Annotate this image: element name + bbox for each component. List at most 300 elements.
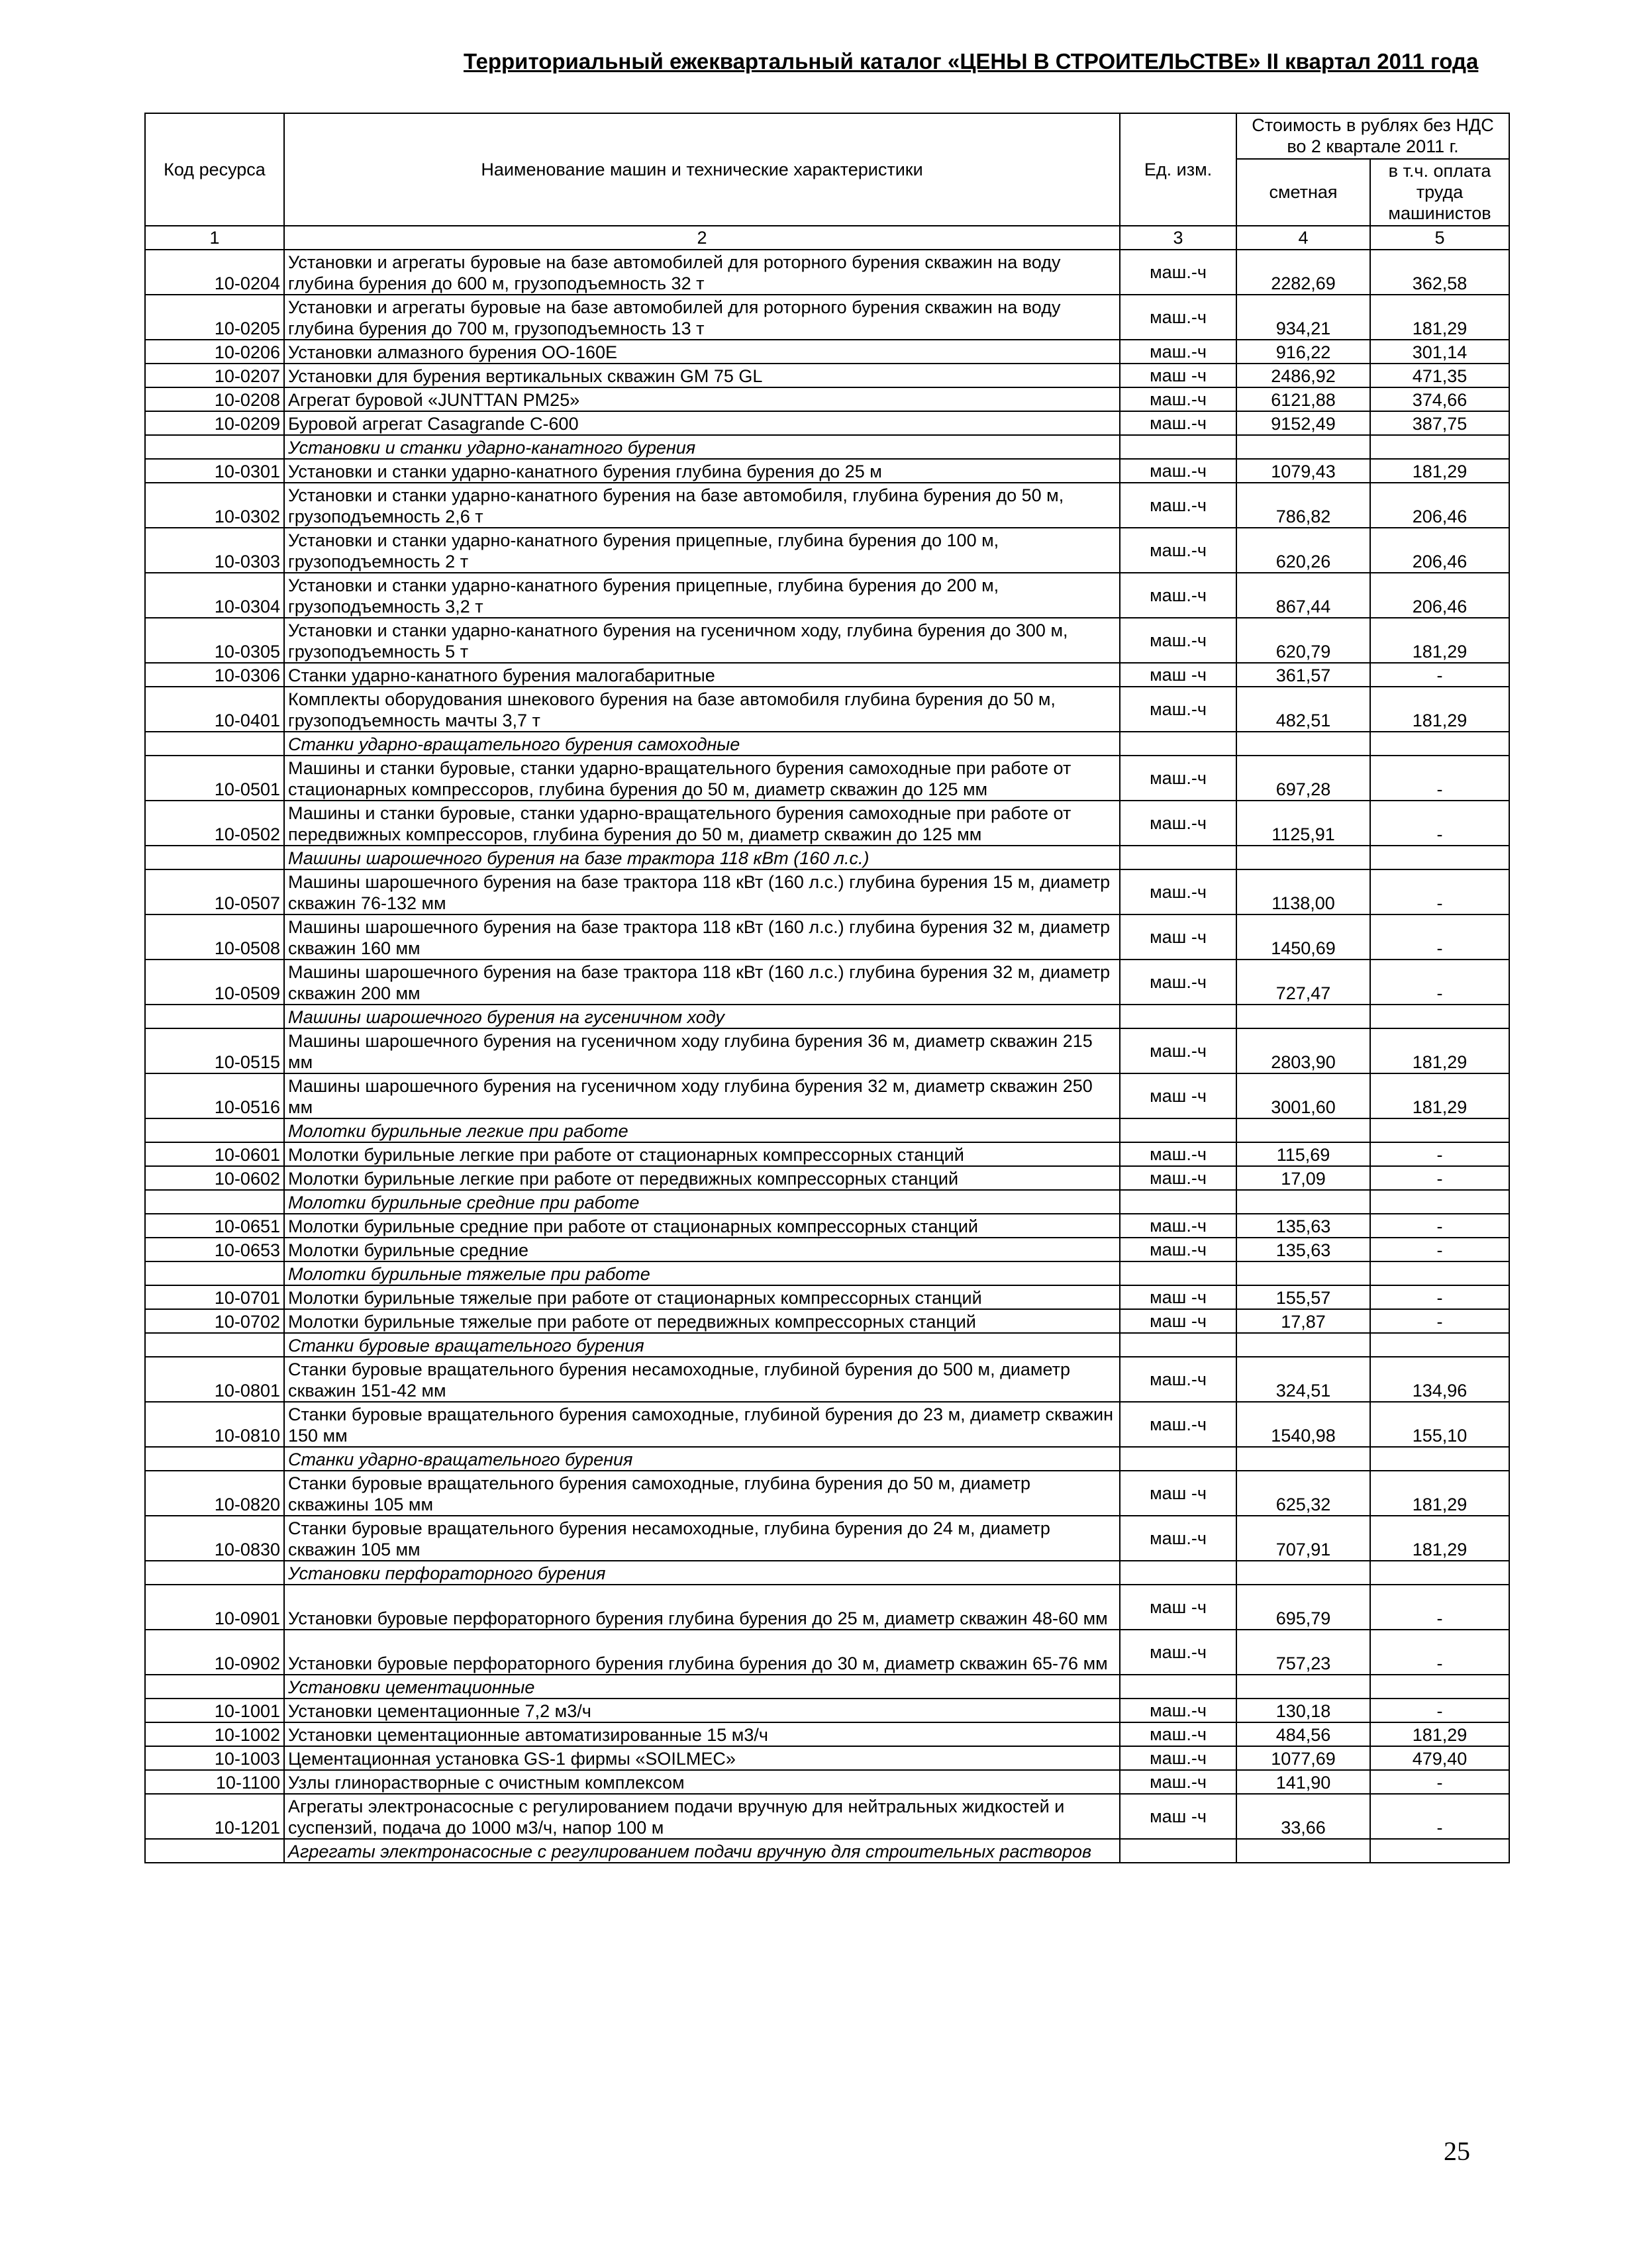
unit-of-measure: маш.-ч (1120, 528, 1236, 573)
labor-cell (1370, 1561, 1509, 1585)
code-cell (145, 846, 284, 869)
resource-code: 10-0508 (145, 914, 284, 960)
unit-of-measure: маш -ч (1120, 1285, 1236, 1309)
resource-code: 10-0515 (145, 1028, 284, 1073)
labor-cell (1370, 846, 1509, 869)
table-row (145, 663, 1509, 687)
estimated-cost: 130,18 (1236, 1699, 1370, 1722)
estimated-cost: 916,22 (1236, 340, 1370, 364)
operator-labor-cost: 374,66 (1370, 387, 1509, 411)
unit-of-measure: маш.-ч (1120, 618, 1236, 663)
labor-cell (1370, 1333, 1509, 1357)
section-title: Агрегаты электронасосные с регулированием подачи вручную для строительных растворов (284, 1839, 1120, 1863)
header-code: Код ресурса (145, 113, 284, 226)
unit-of-measure: маш.-ч (1120, 756, 1236, 801)
resource-code: 10-0653 (145, 1238, 284, 1261)
estimated-cost: 482,51 (1236, 687, 1370, 732)
operator-labor-cost: - (1370, 1166, 1509, 1190)
estimated-cost: 620,26 (1236, 528, 1370, 573)
resource-code: 10-0208 (145, 387, 284, 411)
estimated-cost: 17,87 (1236, 1309, 1370, 1333)
table-row (145, 1214, 1509, 1238)
section-title: Станки ударно-вращательного бурения самоходные (284, 732, 1120, 756)
machine-name: Станки буровые вращательного бурения несамоходные, глубиной бурения до 500 м, диаметр скважин 151-42 мм (284, 1357, 1120, 1402)
unit-of-measure: маш.-ч (1120, 1028, 1236, 1073)
table-row (145, 295, 1509, 340)
resource-code: 10-0701 (145, 1285, 284, 1309)
unit-of-measure: маш.-ч (1120, 1402, 1236, 1447)
code-cell (145, 1839, 284, 1863)
unit-cell (1120, 1447, 1236, 1471)
operator-labor-cost: 471,35 (1370, 364, 1509, 387)
resource-code: 10-0303 (145, 528, 284, 573)
estimated-cost: 361,57 (1236, 663, 1370, 687)
header-labor: в т.ч. оплата труда машинистов (1370, 159, 1509, 226)
cost-cell (1236, 1675, 1370, 1699)
estimated-cost: 695,79 (1236, 1585, 1370, 1630)
table-row (145, 1471, 1509, 1516)
machine-name: Молотки бурильные тяжелые при работе от стационарных компрессорных станций (284, 1285, 1120, 1309)
operator-labor-cost: - (1370, 1309, 1509, 1333)
machine-name: Установки и станки ударно-канатного бурения глубина бурения до 25 м (284, 459, 1120, 483)
estimated-cost: 2486,92 (1236, 364, 1370, 387)
table-row (145, 1073, 1509, 1118)
table-row (145, 618, 1509, 663)
unit-of-measure: маш.-ч (1120, 250, 1236, 295)
labor-cell (1370, 1190, 1509, 1214)
operator-labor-cost: - (1370, 1142, 1509, 1166)
estimated-cost: 786,82 (1236, 483, 1370, 528)
resource-code: 10-0305 (145, 618, 284, 663)
machine-name: Станки ударно-канатного бурения малогабаритные (284, 663, 1120, 687)
machine-name: Установки и агрегаты буровые на базе автомобилей для роторного бурения скважин на воду глубина бурения до 700 м, грузоподъемность 13 т (284, 295, 1120, 340)
resource-code: 10-0902 (145, 1630, 284, 1675)
unit-of-measure: маш -ч (1120, 914, 1236, 960)
header-estimate: сметная (1236, 159, 1370, 226)
estimated-cost: 727,47 (1236, 960, 1370, 1005)
estimated-cost: 115,69 (1236, 1142, 1370, 1166)
operator-labor-cost: 155,10 (1370, 1402, 1509, 1447)
estimated-cost: 3001,60 (1236, 1073, 1370, 1118)
operator-labor-cost: 181,29 (1370, 687, 1509, 732)
table-row (145, 1746, 1509, 1770)
column-number: 4 (1236, 226, 1370, 250)
resource-code: 10-0306 (145, 663, 284, 687)
unit-cell (1120, 1118, 1236, 1142)
code-cell (145, 1333, 284, 1357)
estimated-cost: 2282,69 (1236, 250, 1370, 295)
resource-code: 10-0507 (145, 869, 284, 914)
estimated-cost: 757,23 (1236, 1630, 1370, 1675)
code-cell (145, 1447, 284, 1471)
machine-name: Машины шарошечного бурения на гусеничном ходу глубина бурения 36 м, диаметр скважин 215 мм (284, 1028, 1120, 1073)
resource-code: 10-0502 (145, 801, 284, 846)
machine-name: Установки и станки ударно-канатного бурения прицепные, глубина бурения до 200 м, грузоподъемность 3,2 т (284, 573, 1120, 618)
operator-labor-cost: 181,29 (1370, 459, 1509, 483)
operator-labor-cost: 181,29 (1370, 1722, 1509, 1746)
code-cell (145, 1190, 284, 1214)
estimated-cost: 17,09 (1236, 1166, 1370, 1190)
unit-cell (1120, 1561, 1236, 1585)
operator-labor-cost: - (1370, 1770, 1509, 1794)
operator-labor-cost: 181,29 (1370, 1516, 1509, 1561)
section-title: Установки и станки ударно-канатного бурения (284, 435, 1120, 459)
labor-cell (1370, 435, 1509, 459)
labor-cell (1370, 1005, 1509, 1028)
machine-name: Установки буровые перфораторного бурения глубина бурения до 30 м, диаметр скважин 65-76 мм (284, 1630, 1120, 1675)
unit-of-measure: маш.-ч (1120, 573, 1236, 618)
machine-name: Машины и станки буровые, станки ударно-вращательного бурения самоходные при работе от передвижных компрессоров, глубина бурения до 50 м, диаметр скважин до 125 мм (284, 801, 1120, 846)
labor-cell (1370, 1118, 1509, 1142)
unit-of-measure: маш.-ч (1120, 459, 1236, 483)
section-title: Молотки бурильные легкие при работе (284, 1118, 1120, 1142)
estimated-cost: 625,32 (1236, 1471, 1370, 1516)
unit-of-measure: маш.-ч (1120, 801, 1236, 846)
unit-of-measure: маш.-ч (1120, 869, 1236, 914)
unit-of-measure: маш.-ч (1120, 1630, 1236, 1675)
resource-code: 10-1003 (145, 1746, 284, 1770)
column-numbers-row (145, 226, 1509, 250)
machine-name: Молотки бурильные средние при работе от стационарных компрессорных станций (284, 1214, 1120, 1238)
labor-cell (1370, 1261, 1509, 1285)
estimated-cost: 934,21 (1236, 295, 1370, 340)
estimated-cost: 707,91 (1236, 1516, 1370, 1561)
operator-labor-cost: - (1370, 1214, 1509, 1238)
unit-of-measure: маш.-ч (1120, 295, 1236, 340)
estimated-cost: 697,28 (1236, 756, 1370, 801)
resource-code: 10-0810 (145, 1402, 284, 1447)
cost-cell (1236, 1118, 1370, 1142)
operator-labor-cost: 479,40 (1370, 1746, 1509, 1770)
cost-cell (1236, 846, 1370, 869)
section-row (145, 1261, 1509, 1285)
unit-cell (1120, 1839, 1236, 1863)
resource-code: 10-0601 (145, 1142, 284, 1166)
table-row (145, 1585, 1509, 1630)
machine-name: Станки буровые вращательного бурения самоходные, глубиной бурения до 23 м, диаметр скважин 150 мм (284, 1402, 1120, 1447)
estimated-cost: 1540,98 (1236, 1402, 1370, 1447)
machine-name: Агрегат буровой «JUNTTAN PM25» (284, 387, 1120, 411)
unit-of-measure: маш.-ч (1120, 687, 1236, 732)
resource-code: 10-0702 (145, 1309, 284, 1333)
operator-labor-cost: 181,29 (1370, 1471, 1509, 1516)
estimated-cost: 2803,90 (1236, 1028, 1370, 1073)
operator-labor-cost: 206,46 (1370, 483, 1509, 528)
section-row (145, 1447, 1509, 1471)
operator-labor-cost: 181,29 (1370, 618, 1509, 663)
section-title: Машины шарошечного бурения на базе трактора 118 кВт (160 л.с.) (284, 846, 1120, 869)
machine-name: Машины шарошечного бурения на базе трактора 118 кВт (160 л.с.) глубина бурения 32 м, диаметр скважин 200 мм (284, 960, 1120, 1005)
machine-name: Машины шарошечного бурения на базе трактора 118 кВт (160 л.с.) глубина бурения 32 м, диаметр скважин 160 мм (284, 914, 1120, 960)
table-row (145, 1699, 1509, 1722)
operator-labor-cost: 387,75 (1370, 411, 1509, 435)
operator-labor-cost: - (1370, 756, 1509, 801)
section-row (145, 1190, 1509, 1214)
machine-name: Установки для бурения вертикальных скважин GM 75 GL (284, 364, 1120, 387)
section-row (145, 732, 1509, 756)
cost-cell (1236, 435, 1370, 459)
resource-code: 10-0304 (145, 573, 284, 618)
code-cell (145, 1675, 284, 1699)
machine-name: Установки и станки ударно-канатного бурения прицепные, глубина бурения до 100 м, грузоподъемность 2 т (284, 528, 1120, 573)
price-table (144, 113, 1510, 1863)
machine-name: Агрегаты электронасосные с регулированием подачи вручную для нейтральных жидкостей и суспензий, подача до 1000 м3/ч, напор 100 м (284, 1794, 1120, 1839)
operator-labor-cost: 206,46 (1370, 528, 1509, 573)
machine-name: Установки буровые перфораторного бурения глубина бурения до 25 м, диаметр скважин 48-60 мм (284, 1585, 1120, 1630)
operator-labor-cost: - (1370, 960, 1509, 1005)
unit-of-measure: маш.-ч (1120, 1214, 1236, 1238)
column-number: 5 (1370, 226, 1509, 250)
machine-name: Установки цементационные автоматизированные 15 м3/ч (284, 1722, 1120, 1746)
labor-cell (1370, 1675, 1509, 1699)
unit-cell (1120, 1261, 1236, 1285)
section-row (145, 1005, 1509, 1028)
operator-labor-cost: - (1370, 1699, 1509, 1722)
machine-name: Машины шарошечного бурения на гусеничном ходу глубина бурения 32 м, диаметр скважин 250 мм (284, 1073, 1120, 1118)
machine-name: Установки и агрегаты буровые на базе автомобилей для роторного бурения скважин на воду глубина бурения до 600 м, грузоподъемность 32 т (284, 250, 1120, 295)
estimated-cost: 1450,69 (1236, 914, 1370, 960)
section-title: Молотки бурильные средние при работе (284, 1190, 1120, 1214)
estimated-cost: 620,79 (1236, 618, 1370, 663)
resource-code: 10-0209 (145, 411, 284, 435)
resource-code: 10-0509 (145, 960, 284, 1005)
resource-code: 10-0501 (145, 756, 284, 801)
machine-name: Комплекты оборудования шнекового бурения на базе автомобиля глубина бурения до 50 м, грузоподъемность мачты 3,7 т (284, 687, 1120, 732)
unit-of-measure: маш -ч (1120, 1794, 1236, 1839)
section-row (145, 846, 1509, 869)
table-row (145, 1630, 1509, 1675)
unit-of-measure: маш -ч (1120, 364, 1236, 387)
table-row (145, 1722, 1509, 1746)
table-row (145, 914, 1509, 960)
table-row (145, 411, 1509, 435)
resource-code: 10-0901 (145, 1585, 284, 1630)
estimated-cost: 141,90 (1236, 1770, 1370, 1794)
table-row (145, 756, 1509, 801)
machine-name: Буровой агрегат Casagrande C-600 (284, 411, 1120, 435)
estimated-cost: 135,63 (1236, 1214, 1370, 1238)
section-row (145, 1118, 1509, 1142)
unit-cell (1120, 1005, 1236, 1028)
cost-cell (1236, 1561, 1370, 1585)
resource-code: 10-0820 (145, 1471, 284, 1516)
estimated-cost: 155,57 (1236, 1285, 1370, 1309)
operator-labor-cost: - (1370, 663, 1509, 687)
unit-of-measure: маш.-ч (1120, 1770, 1236, 1794)
labor-cell (1370, 732, 1509, 756)
unit-of-measure: маш.-ч (1120, 1142, 1236, 1166)
cost-cell (1236, 1261, 1370, 1285)
table-row (145, 1285, 1509, 1309)
unit-of-measure: маш.-ч (1120, 1699, 1236, 1722)
table-row (145, 1794, 1509, 1839)
machine-name: Установки алмазного бурения ОО-160Е (284, 340, 1120, 364)
estimated-cost: 1138,00 (1236, 869, 1370, 914)
resource-code: 10-0830 (145, 1516, 284, 1561)
resource-code: 10-0401 (145, 687, 284, 732)
cost-cell (1236, 1333, 1370, 1357)
resource-code: 10-0302 (145, 483, 284, 528)
resource-code: 10-0205 (145, 295, 284, 340)
operator-labor-cost: - (1370, 1238, 1509, 1261)
cost-cell (1236, 1005, 1370, 1028)
cost-cell (1236, 1447, 1370, 1471)
section-title: Станки буровые вращательного бурения (284, 1333, 1120, 1357)
resource-code: 10-1001 (145, 1699, 284, 1722)
operator-labor-cost: - (1370, 1794, 1509, 1839)
estimated-cost: 1077,69 (1236, 1746, 1370, 1770)
estimated-cost: 1125,91 (1236, 801, 1370, 846)
code-cell (145, 732, 284, 756)
operator-labor-cost: - (1370, 1630, 1509, 1675)
machine-name: Цементационная установка GS-1 фирмы «SOILMEC» (284, 1746, 1120, 1770)
unit-of-measure: маш.-ч (1120, 340, 1236, 364)
machine-name: Станки буровые вращательного бурения несамоходные, глубина бурения до 24 м, диаметр скважин 105 мм (284, 1516, 1120, 1561)
machine-name: Установки цементационные 7,2 м3/ч (284, 1699, 1120, 1722)
unit-of-measure: маш.-ч (1120, 1238, 1236, 1261)
resource-code: 10-0301 (145, 459, 284, 483)
operator-labor-cost: - (1370, 1285, 1509, 1309)
unit-of-measure: маш.-ч (1120, 1516, 1236, 1561)
resource-code: 10-0516 (145, 1073, 284, 1118)
unit-of-measure: маш.-ч (1120, 411, 1236, 435)
section-row (145, 1839, 1509, 1863)
section-row (145, 435, 1509, 459)
estimated-cost: 484,56 (1236, 1722, 1370, 1746)
table-row (145, 1770, 1509, 1794)
table-row (145, 387, 1509, 411)
table-body (145, 250, 1509, 1863)
section-row (145, 1333, 1509, 1357)
machine-name: Узлы глинорастворные с очистным комплексом (284, 1770, 1120, 1794)
table-row (145, 573, 1509, 618)
table-row (145, 483, 1509, 528)
table-row (145, 250, 1509, 295)
unit-of-measure: маш.-ч (1120, 960, 1236, 1005)
resource-code: 10-0204 (145, 250, 284, 295)
machine-name: Молотки бурильные легкие при работе от стационарных компрессорных станций (284, 1142, 1120, 1166)
section-title: Установки цементационные (284, 1675, 1120, 1699)
table-row (145, 1238, 1509, 1261)
table-row (145, 1309, 1509, 1333)
resource-code: 10-0602 (145, 1166, 284, 1190)
resource-code: 10-1100 (145, 1770, 284, 1794)
estimated-cost: 324,51 (1236, 1357, 1370, 1402)
unit-of-measure: маш.-ч (1120, 1722, 1236, 1746)
unit-of-measure: маш -ч (1120, 1309, 1236, 1333)
resource-code: 10-0801 (145, 1357, 284, 1402)
unit-of-measure: маш.-ч (1120, 1357, 1236, 1402)
operator-labor-cost: 362,58 (1370, 250, 1509, 295)
column-number: 1 (145, 226, 284, 250)
machine-name: Установки и станки ударно-канатного бурения на базе автомобиля, глубина бурения до 50 м, грузоподъемность 2,6 т (284, 483, 1120, 528)
table-row (145, 1357, 1509, 1402)
estimated-cost: 33,66 (1236, 1794, 1370, 1839)
unit-of-measure: маш -ч (1120, 1073, 1236, 1118)
operator-labor-cost: - (1370, 1585, 1509, 1630)
unit-cell (1120, 846, 1236, 869)
unit-cell (1120, 1675, 1236, 1699)
resource-code: 10-1002 (145, 1722, 284, 1746)
section-row (145, 1675, 1509, 1699)
unit-of-measure: маш -ч (1120, 663, 1236, 687)
resource-code: 10-0207 (145, 364, 284, 387)
unit-of-measure: маш.-ч (1120, 1166, 1236, 1190)
operator-labor-cost: 181,29 (1370, 1028, 1509, 1073)
unit-cell (1120, 1333, 1236, 1357)
resource-code: 10-0206 (145, 340, 284, 364)
table-row (145, 459, 1509, 483)
machine-name: Станки буровые вращательного бурения самоходные, глубина бурения до 50 м, диаметр скважины 105 мм (284, 1471, 1120, 1516)
table-row (145, 960, 1509, 1005)
operator-labor-cost: - (1370, 801, 1509, 846)
machine-name: Молотки бурильные легкие при работе от передвижных компрессорных станций (284, 1166, 1120, 1190)
code-cell (145, 435, 284, 459)
table-row (145, 801, 1509, 846)
cost-cell (1236, 1839, 1370, 1863)
table-row (145, 1516, 1509, 1561)
labor-cell (1370, 1839, 1509, 1863)
table-row (145, 364, 1509, 387)
estimated-cost: 6121,88 (1236, 387, 1370, 411)
cost-cell (1236, 1190, 1370, 1214)
operator-labor-cost: 206,46 (1370, 573, 1509, 618)
unit-of-measure: маш -ч (1120, 1471, 1236, 1516)
code-cell (145, 1118, 284, 1142)
page-number: 25 (1444, 2136, 1470, 2166)
estimated-cost: 135,63 (1236, 1238, 1370, 1261)
code-cell (145, 1561, 284, 1585)
unit-of-measure: маш.-ч (1120, 1746, 1236, 1770)
unit-of-measure: маш.-ч (1120, 387, 1236, 411)
column-number: 3 (1120, 226, 1236, 250)
table-row (145, 1166, 1509, 1190)
page-header: Территориальный ежеквартальный каталог «ЦЕНЫ В СТРОИТЕЛЬСТВЕ» II квартал 2011 года (464, 49, 1479, 74)
unit-of-measure: маш.-ч (1120, 483, 1236, 528)
operator-labor-cost: 181,29 (1370, 295, 1509, 340)
section-title: Станки ударно-вращательного бурения (284, 1447, 1120, 1471)
machine-name: Молотки бурильные средние (284, 1238, 1120, 1261)
section-title: Молотки бурильные тяжелые при работе (284, 1261, 1120, 1285)
operator-labor-cost: - (1370, 914, 1509, 960)
table-row (145, 1142, 1509, 1166)
header-unit: Ед. изм. (1120, 113, 1236, 226)
section-title: Машины шарошечного бурения на гусеничном ходу (284, 1005, 1120, 1028)
resource-code: 10-0651 (145, 1214, 284, 1238)
machine-name: Машины и станки буровые, станки ударно-вращательного бурения самоходные при работе от стационарных компрессоров, глубина бурения до 50 м, диаметр скважин до 125 мм (284, 756, 1120, 801)
machine-name: Машины шарошечного бурения на базе трактора 118 кВт (160 л.с.) глубина бурения 15 м, диаметр скважин 76-132 мм (284, 869, 1120, 914)
unit-of-measure: маш -ч (1120, 1585, 1236, 1630)
operator-labor-cost: 301,14 (1370, 340, 1509, 364)
unit-cell (1120, 435, 1236, 459)
machine-name: Молотки бурильные тяжелые при работе от передвижных компрессорных станций (284, 1309, 1120, 1333)
code-cell (145, 1261, 284, 1285)
cost-cell (1236, 732, 1370, 756)
header-cost: Стоимость в рублях без НДС во 2 квартале 2011 г. (1236, 113, 1509, 159)
table-row (145, 1402, 1509, 1447)
estimated-cost: 867,44 (1236, 573, 1370, 618)
labor-cell (1370, 1447, 1509, 1471)
unit-cell (1120, 732, 1236, 756)
operator-labor-cost: 181,29 (1370, 1073, 1509, 1118)
section-row (145, 1561, 1509, 1585)
code-cell (145, 1005, 284, 1028)
table-row (145, 687, 1509, 732)
table-row (145, 1028, 1509, 1073)
estimated-cost: 9152,49 (1236, 411, 1370, 435)
column-number: 2 (284, 226, 1120, 250)
table-row (145, 340, 1509, 364)
